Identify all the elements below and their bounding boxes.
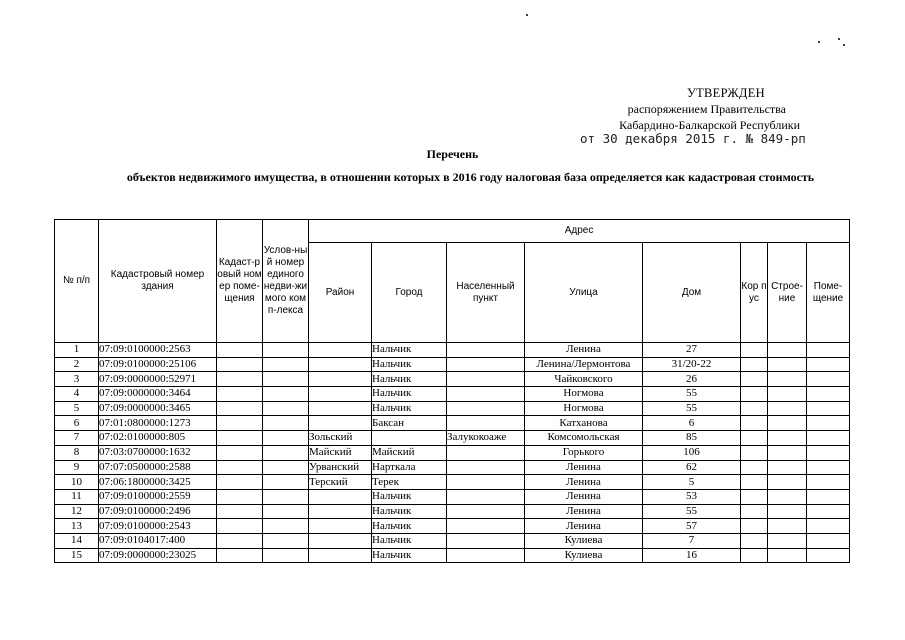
cell-empty: [807, 460, 850, 475]
cell-settlement: [447, 357, 525, 372]
cell-district: [309, 519, 372, 534]
cell-street: Ленина/Лермонтова: [525, 357, 643, 372]
cell-cadastral: 07:09:0000000:52971: [99, 372, 217, 387]
cell-empty: [263, 431, 309, 446]
cell-house: 85: [643, 431, 741, 446]
table-row: [55, 445, 850, 460]
cell-empty: [263, 343, 309, 358]
cell-settlement: [447, 416, 525, 431]
cell-house: 55: [643, 504, 741, 519]
table-row: [55, 475, 850, 490]
cell-empty: [741, 431, 768, 446]
cell-num: 14: [55, 533, 99, 548]
cell-city: Нальчик: [372, 357, 447, 372]
cell-city: [372, 431, 447, 446]
cell-empty: [741, 445, 768, 460]
cell-district: [309, 387, 372, 402]
approval-line-1: распоряжением Правительства: [627, 102, 786, 116]
header-street: Улица: [525, 243, 643, 343]
cell-street: Кулиева: [525, 533, 643, 548]
cell-empty: [741, 387, 768, 402]
cell-cadastral: 07:09:0100000:2496: [99, 504, 217, 519]
cell-house: 62: [643, 460, 741, 475]
table-row: [55, 489, 850, 504]
cell-district: [309, 489, 372, 504]
cell-empty: [807, 489, 850, 504]
cell-empty: [807, 548, 850, 563]
cell-empty: [807, 357, 850, 372]
cell-empty: [768, 357, 807, 372]
cell-empty: [217, 533, 263, 548]
cell-num: 12: [55, 504, 99, 519]
cell-empty: [807, 343, 850, 358]
cell-empty: [741, 533, 768, 548]
cell-house: 106: [643, 445, 741, 460]
cell-settlement: [447, 343, 525, 358]
cell-street: Кулиева: [525, 548, 643, 563]
cell-settlement: [447, 489, 525, 504]
cell-empty: [741, 357, 768, 372]
header-district: Район: [309, 243, 372, 343]
cell-num: 1: [55, 343, 99, 358]
cell-street: Ленина: [525, 504, 643, 519]
cell-street: Ногмова: [525, 387, 643, 402]
cell-empty: [807, 519, 850, 534]
cell-street: Чайковского: [525, 372, 643, 387]
table-row: [55, 504, 850, 519]
header-city: Город: [372, 243, 447, 343]
cell-empty: [768, 460, 807, 475]
cell-empty: [768, 343, 807, 358]
cell-cadastral: 07:09:0100000:2543: [99, 519, 217, 534]
cell-empty: [217, 489, 263, 504]
cell-house: 55: [643, 401, 741, 416]
table-row: [55, 460, 850, 475]
cell-empty: [217, 372, 263, 387]
header-cadastral: Кадастровый номер здания: [99, 220, 217, 343]
table-row: [55, 548, 850, 563]
cell-settlement: [447, 445, 525, 460]
cell-empty: [217, 475, 263, 490]
table-row: [55, 372, 850, 387]
cell-empty: [217, 519, 263, 534]
cell-street: Ногмова: [525, 401, 643, 416]
cell-empty: [217, 401, 263, 416]
cell-city: Нальчик: [372, 343, 447, 358]
cell-empty: [807, 504, 850, 519]
cell-district: Терский: [309, 475, 372, 490]
header-address: Адрес: [309, 220, 850, 243]
cell-empty: [741, 475, 768, 490]
cell-city: Нальчик: [372, 401, 447, 416]
cell-house: 31/20-22: [643, 357, 741, 372]
cell-num: 15: [55, 548, 99, 563]
cell-district: [309, 372, 372, 387]
cell-city: Нальчик: [372, 519, 447, 534]
table-row: [55, 401, 850, 416]
header-premises: Поме-щение: [807, 243, 850, 343]
cell-num: 11: [55, 489, 99, 504]
scan-speck: [818, 41, 820, 43]
cell-street: Ленина: [525, 343, 643, 358]
cell-empty: [768, 489, 807, 504]
cell-city: Баксан: [372, 416, 447, 431]
cell-house: 7: [643, 533, 741, 548]
cell-district: [309, 548, 372, 563]
cell-num: 6: [55, 416, 99, 431]
cell-empty: [807, 387, 850, 402]
cell-settlement: [447, 475, 525, 490]
cell-empty: [807, 533, 850, 548]
table-row: [55, 416, 850, 431]
cell-settlement: [447, 533, 525, 548]
cell-num: 5: [55, 401, 99, 416]
document-title: Перечень: [426, 147, 479, 161]
cell-empty: [217, 343, 263, 358]
cell-num: 7: [55, 431, 99, 446]
cell-settlement: [447, 460, 525, 475]
cell-empty: [263, 533, 309, 548]
cell-district: Майский: [309, 445, 372, 460]
cell-empty: [263, 387, 309, 402]
cell-empty: [768, 504, 807, 519]
cell-num: 9: [55, 460, 99, 475]
cell-city: Нальчик: [372, 489, 447, 504]
cell-empty: [217, 387, 263, 402]
cell-empty: [263, 489, 309, 504]
cell-street: Ленина: [525, 519, 643, 534]
table-body: [55, 343, 850, 563]
header-block: Кор пус: [741, 243, 768, 343]
approval-title: УТВЕРЖДЕН: [686, 86, 765, 100]
header-num: № п/п: [55, 220, 99, 343]
cell-empty: [741, 372, 768, 387]
cell-settlement: [447, 372, 525, 387]
cell-cadastral: 07:09:0100000:2563: [99, 343, 217, 358]
cell-cadastral: 07:09:0104017:400: [99, 533, 217, 548]
cell-city: Нарткала: [372, 460, 447, 475]
cell-city: Нальчик: [372, 533, 447, 548]
cell-num: 8: [55, 445, 99, 460]
cell-empty: [807, 416, 850, 431]
cell-cadastral: 07:01:0800000:1273: [99, 416, 217, 431]
cell-empty: [741, 401, 768, 416]
cell-cadastral: 07:07:0500000:2588: [99, 460, 217, 475]
cell-empty: [768, 533, 807, 548]
cell-num: 10: [55, 475, 99, 490]
cell-empty: [263, 445, 309, 460]
cell-house: 5: [643, 475, 741, 490]
cell-cadastral: 07:09:0000000:3465: [99, 401, 217, 416]
cell-empty: [741, 489, 768, 504]
cell-city: Нальчик: [372, 387, 447, 402]
cell-empty: [217, 504, 263, 519]
cell-district: [309, 401, 372, 416]
cell-empty: [741, 519, 768, 534]
header-building: Строе-ние: [768, 243, 807, 343]
cell-district: Урванский: [309, 460, 372, 475]
cell-empty: [217, 460, 263, 475]
cell-num: 3: [55, 372, 99, 387]
cell-empty: [741, 504, 768, 519]
cell-empty: [263, 475, 309, 490]
cell-city: Терек: [372, 475, 447, 490]
cell-city: Нальчик: [372, 548, 447, 563]
cell-cadastral: 07:09:0000000:3464: [99, 387, 217, 402]
cell-empty: [768, 387, 807, 402]
cell-house: 53: [643, 489, 741, 504]
cell-empty: [807, 431, 850, 446]
cell-empty: [807, 372, 850, 387]
cell-empty: [217, 431, 263, 446]
cell-empty: [263, 460, 309, 475]
cell-empty: [741, 416, 768, 431]
table-row: [55, 343, 850, 358]
header-room-cadastral: Кадаст-ровый номер поме-щения: [217, 220, 263, 343]
cell-empty: [741, 343, 768, 358]
table-row: [55, 519, 850, 534]
cell-city: Нальчик: [372, 504, 447, 519]
cell-empty: [807, 445, 850, 460]
cell-empty: [768, 431, 807, 446]
table-row: [55, 533, 850, 548]
cell-settlement: [447, 519, 525, 534]
cell-cadastral: 07:09:0100000:2559: [99, 489, 217, 504]
cell-empty: [263, 401, 309, 416]
cell-street: Горького: [525, 445, 643, 460]
cell-empty: [807, 401, 850, 416]
header-house: Дом: [643, 243, 741, 343]
cell-num: 13: [55, 519, 99, 534]
scan-speck: [838, 38, 840, 40]
cell-street: Катханова: [525, 416, 643, 431]
cell-district: [309, 343, 372, 358]
cell-district: [309, 533, 372, 548]
cell-house: 55: [643, 387, 741, 402]
cell-street: Ленина: [525, 475, 643, 490]
cell-settlement: Залукокоаже: [447, 431, 525, 446]
cell-empty: [768, 519, 807, 534]
cell-empty: [768, 372, 807, 387]
header-settlement: Населенный пункт: [447, 243, 525, 343]
cell-settlement: [447, 504, 525, 519]
cell-district: [309, 357, 372, 372]
cell-district: [309, 504, 372, 519]
cell-empty: [263, 519, 309, 534]
cell-house: 6: [643, 416, 741, 431]
cell-empty: [263, 504, 309, 519]
cell-settlement: [447, 548, 525, 563]
cell-empty: [263, 416, 309, 431]
cell-district: Зольский: [309, 431, 372, 446]
cell-empty: [217, 357, 263, 372]
cell-empty: [741, 548, 768, 563]
cell-cadastral: 07:02:0100000:805: [99, 431, 217, 446]
cell-empty: [768, 401, 807, 416]
table-row: [55, 387, 850, 402]
approval-block: [560, 85, 820, 147]
cell-house: 26: [643, 372, 741, 387]
scan-speck: [526, 14, 528, 16]
cell-num: 2: [55, 357, 99, 372]
cell-house: 16: [643, 548, 741, 563]
cell-settlement: [447, 387, 525, 402]
cell-cadastral: 07:09:0000000:23025: [99, 548, 217, 563]
table-row: [55, 357, 850, 372]
cell-cadastral: 07:03:0700000:1632: [99, 445, 217, 460]
cell-empty: [741, 460, 768, 475]
cell-street: Ленина: [525, 460, 643, 475]
cell-empty: [217, 416, 263, 431]
cell-street: Комсомольская: [525, 431, 643, 446]
cell-empty: [768, 445, 807, 460]
cell-cadastral: 07:09:0100000:25106: [99, 357, 217, 372]
cell-empty: [263, 357, 309, 372]
cell-district: [309, 416, 372, 431]
cell-city: Майский: [372, 445, 447, 460]
cell-empty: [768, 475, 807, 490]
cell-house: 27: [643, 343, 741, 358]
document-subtitle: объектов недвижимого имущества, в отношении которых в 2016 году налоговая база определяется как кадастровая стоимость: [126, 170, 815, 184]
approval-line-2: Кабардино-Балкарской Республики: [619, 118, 800, 132]
cell-street: Ленина: [525, 489, 643, 504]
property-table: [54, 219, 850, 563]
cell-empty: [768, 548, 807, 563]
cell-num: 4: [55, 387, 99, 402]
cell-house: 57: [643, 519, 741, 534]
cell-empty: [263, 548, 309, 563]
table-row: [55, 431, 850, 446]
cell-empty: [263, 372, 309, 387]
cell-empty: [768, 416, 807, 431]
cell-settlement: [447, 401, 525, 416]
cell-empty: [807, 475, 850, 490]
cell-empty: [217, 548, 263, 563]
cell-city: Нальчик: [372, 372, 447, 387]
scan-speck: [843, 44, 845, 46]
header-conditional: Услов-ный номер единого недви-жимого комп-лекса: [263, 220, 309, 343]
cell-empty: [217, 445, 263, 460]
cell-cadastral: 07:06:1800000:3425: [99, 475, 217, 490]
approval-order: от 30 декабря 2015 г. № 849-рп: [580, 131, 806, 146]
